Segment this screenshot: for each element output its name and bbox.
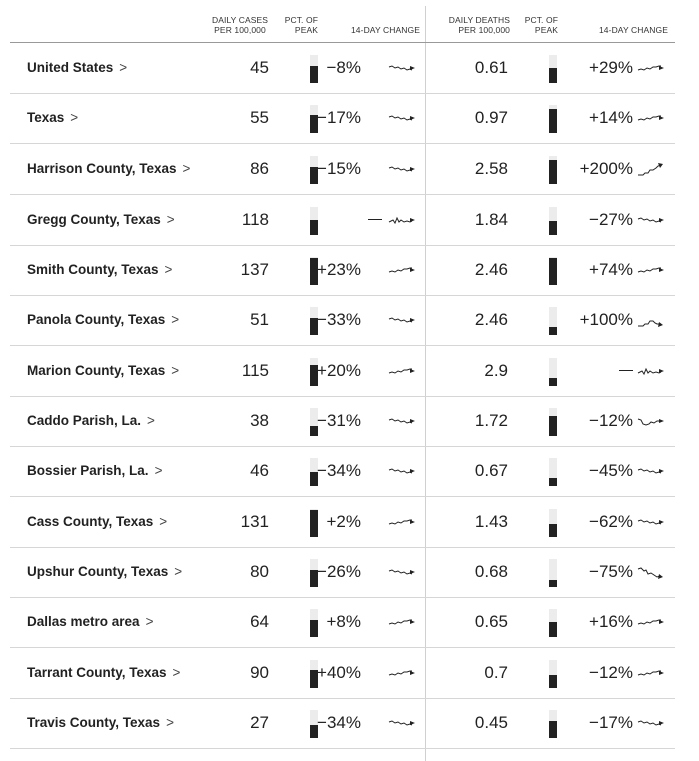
deaths-change-value: −45%: [589, 461, 633, 480]
location-name: Dallas metro area: [27, 614, 140, 629]
cases-pct-peak-fill: [310, 220, 318, 235]
deaths-trend-sparkline: [637, 613, 665, 631]
table-row: [10, 497, 675, 548]
sparkline-path: [389, 469, 412, 473]
sparkline-path: [389, 167, 412, 171]
sparkline-path: [638, 268, 661, 272]
sparkline-arrowhead: [659, 116, 664, 120]
sparkline-path: [638, 116, 661, 120]
cases-trend-sparkline: [388, 462, 416, 480]
location-link[interactable]: [27, 547, 182, 597]
deaths-trend-sparkline: [637, 362, 665, 380]
sparkline-arrowhead: [410, 671, 415, 675]
header-daily-cases: [205, 15, 275, 35]
deaths-change-value: +29%: [589, 58, 633, 77]
cases-trend-sparkline: [388, 109, 416, 127]
location-name: Harrison County, Texas: [27, 161, 177, 176]
cases-change-value: +23%: [317, 260, 361, 279]
daily-cases-value: 46: [250, 461, 269, 480]
sparkline-arrowhead: [659, 66, 664, 70]
sparkline-path: [389, 520, 412, 524]
cases-trend-sparkline: [388, 664, 416, 682]
daily-cases-value: 131: [240, 512, 269, 531]
deaths-change-value: −12%: [589, 411, 633, 430]
chevron-right-icon: >: [119, 60, 128, 75]
sparkline-arrowhead: [410, 66, 415, 70]
location-link[interactable]: [27, 295, 179, 345]
header-pct-of-cases: PCT. OF: [284, 15, 318, 25]
location-name: Bossier Parish, La.: [27, 463, 149, 478]
sparkline-arrowhead: [659, 218, 664, 222]
daily-cases-value: 27: [250, 713, 269, 732]
sparkline-path: [389, 318, 412, 322]
chevron-right-icon: >: [147, 413, 155, 428]
cases-change-value: +2%: [326, 512, 361, 531]
daily-deaths-value: 1.84: [474, 210, 508, 229]
daily-cases-value: 80: [250, 562, 269, 581]
location-name: Smith County, Texas: [27, 262, 159, 277]
deaths-trend-sparkline: [637, 462, 665, 480]
sparkline-path: [638, 568, 660, 577]
table-row: [10, 597, 675, 648]
daily-cases-value: 64: [250, 612, 269, 631]
sparkline-arrowhead: [659, 671, 664, 675]
cases-trend-sparkline: [388, 311, 416, 329]
table-row: [10, 295, 675, 346]
location-link[interactable]: [27, 195, 175, 245]
chevron-right-icon: >: [166, 715, 174, 730]
sparkline-arrowhead: [410, 318, 415, 322]
sparkline-arrowhead: [659, 369, 664, 373]
sparkline-path: [638, 520, 661, 524]
cases-trend-sparkline: [388, 412, 416, 430]
sparkline-path: [389, 671, 412, 675]
deaths-trend-sparkline: [637, 513, 665, 531]
sparkline-path: [638, 369, 661, 374]
deaths-change-value: +100%: [579, 310, 633, 329]
deaths-pct-peak-fill: [549, 378, 557, 386]
daily-cases-value: 45: [250, 58, 269, 77]
sparkline-path: [638, 218, 661, 222]
sparkline-arrowhead: [658, 574, 663, 579]
location-link[interactable]: [27, 597, 153, 647]
deaths-trend-sparkline: [637, 211, 665, 229]
daily-deaths-value: 2.58: [474, 159, 508, 178]
sparkline-arrowhead: [410, 419, 415, 423]
table-row: [10, 648, 675, 699]
header-change-deaths: 14-DAY CHANGE: [598, 25, 668, 35]
location-name: Upshur County, Texas: [27, 564, 169, 579]
table-row: [10, 346, 675, 397]
table-row: [10, 446, 675, 497]
sparkline-arrowhead: [410, 369, 415, 373]
cases-change-value: −33%: [317, 310, 361, 329]
chevron-right-icon: >: [70, 110, 79, 125]
deaths-trend-sparkline: [637, 563, 665, 581]
daily-cases-value: 38: [250, 411, 269, 430]
table-row: [10, 195, 675, 246]
sparkline-path: [389, 721, 412, 725]
daily-cases-value: 86: [250, 159, 269, 178]
sparkline-arrowhead: [410, 620, 415, 624]
cases-trend-sparkline: [388, 362, 416, 380]
cases-change-value: −26%: [317, 562, 361, 581]
location-name: United States: [27, 60, 114, 75]
sparkline-path: [638, 165, 661, 175]
sparkline-path: [389, 66, 412, 70]
sparkline-arrowhead: [410, 218, 415, 222]
deaths-change-value: +16%: [589, 612, 633, 631]
location-name: Gregg County, Texas: [27, 212, 161, 227]
sparkline-path: [389, 570, 412, 574]
cases-trend-sparkline: [388, 59, 416, 77]
sparkline-path: [389, 268, 412, 272]
sparkline-arrowhead: [659, 520, 664, 524]
sparkline-path: [389, 620, 412, 624]
deaths-change-value: +14%: [589, 108, 633, 127]
daily-deaths-value: 0.45: [474, 713, 508, 732]
header-peak-deaths: PEAK: [534, 25, 558, 35]
sparkline-path: [638, 620, 661, 624]
chevron-right-icon: >: [172, 665, 181, 680]
location-name: Travis County, Texas: [27, 715, 161, 730]
header-per-100k-deaths: PER 100,000: [458, 25, 510, 35]
sparkline-path: [638, 66, 661, 70]
deaths-change-value: −27%: [589, 210, 633, 229]
sparkline-path: [389, 419, 412, 423]
location-link[interactable]: [27, 446, 162, 496]
location-link[interactable]: [27, 245, 172, 295]
deaths-trend-sparkline: [637, 59, 665, 77]
cases-change-value: −34%: [317, 461, 361, 480]
daily-cases-value: 115: [241, 361, 269, 380]
chevron-right-icon: >: [171, 312, 180, 327]
table-row: [10, 43, 675, 94]
header-daily-deaths-label: DAILY DEATHS: [448, 15, 510, 25]
deaths-trend-sparkline: [637, 261, 665, 279]
cases-trend-sparkline: [388, 513, 416, 531]
daily-deaths-value: 2.46: [474, 310, 508, 329]
sparkline-arrowhead: [659, 469, 664, 473]
table-row: [10, 245, 675, 296]
table-row: [10, 93, 675, 144]
daily-deaths-value: 0.68: [474, 562, 508, 581]
table-row: [10, 144, 675, 195]
daily-deaths-value: 0.67: [474, 461, 508, 480]
sparkline-arrowhead: [410, 116, 415, 120]
sparkline-arrowhead: [410, 570, 415, 574]
daily-deaths-value: 1.43: [474, 512, 508, 531]
deaths-trend-sparkline: [637, 160, 665, 178]
deaths-trend-sparkline: [637, 664, 665, 682]
deaths-trend-sparkline: [637, 714, 665, 732]
table-header: [0, 0, 699, 42]
chevron-right-icon: >: [171, 363, 180, 378]
cases-change-value: +20%: [317, 361, 361, 380]
sparkline-path: [389, 369, 412, 373]
sparkline-arrowhead: [659, 268, 664, 272]
cases-change-value: +40%: [317, 663, 361, 682]
cases-trend-sparkline: [388, 261, 416, 279]
sparkline-arrowhead: [410, 520, 415, 524]
cases-trend-sparkline: [388, 211, 416, 229]
cases-change-dash: [368, 219, 382, 220]
sparkline-path: [638, 721, 661, 725]
chevron-right-icon: >: [164, 262, 173, 277]
daily-cases-value: 55: [250, 108, 269, 127]
deaths-change-value: −12%: [589, 663, 633, 682]
sparkline-arrowhead: [410, 167, 415, 171]
location-link[interactable]: [27, 497, 167, 547]
header-peak-cases: PEAK: [294, 25, 318, 35]
cases-change-value: +8%: [326, 612, 361, 631]
deaths-trend-sparkline: [637, 109, 665, 127]
chevron-right-icon: >: [145, 614, 154, 629]
location-name: Tarrant County, Texas: [27, 665, 167, 680]
table-row: [10, 698, 675, 749]
header-per-100k-cases: PER 100,000: [214, 25, 266, 35]
location-name: Texas: [27, 110, 65, 125]
sparkline-arrowhead: [659, 721, 664, 725]
daily-deaths-value: 2.9: [484, 361, 508, 380]
sparkline-arrowhead: [410, 469, 415, 473]
deaths-change-dash: [619, 370, 633, 371]
sparkline-path: [638, 469, 661, 473]
chevron-right-icon: >: [159, 514, 168, 529]
daily-deaths-value: 0.97: [474, 108, 508, 127]
daily-deaths-value: 0.61: [474, 58, 508, 77]
deaths-change-value: −75%: [589, 562, 633, 581]
daily-cases-value: 51: [250, 310, 269, 329]
sparkline-path: [638, 671, 661, 675]
deaths-change-value: +200%: [579, 159, 633, 178]
chevron-right-icon: >: [174, 564, 183, 579]
chevron-right-icon: >: [182, 161, 191, 176]
sparkline-path: [638, 321, 660, 326]
header-pct-peak-deaths: [520, 15, 558, 35]
location-name: Marion County, Texas: [27, 363, 166, 378]
location-link[interactable]: [27, 648, 180, 698]
deaths-change-value: −17%: [589, 713, 633, 732]
cases-trend-sparkline: [388, 714, 416, 732]
cases-change-value: −8%: [326, 58, 361, 77]
table-row: [10, 547, 675, 598]
daily-deaths-value: 0.65: [474, 612, 508, 631]
cases-change-value: −17%: [317, 108, 361, 127]
sparkline-arrowhead: [410, 268, 415, 272]
location-name: Caddo Parish, La.: [27, 413, 142, 428]
cases-trend-sparkline: [388, 160, 416, 178]
cases-change-value: −15%: [317, 159, 361, 178]
chevron-right-icon: >: [166, 212, 175, 227]
deaths-trend-sparkline: [637, 311, 665, 329]
location-link[interactable]: [27, 93, 78, 143]
header-daily-deaths: [440, 15, 510, 35]
daily-deaths-value: 2.46: [474, 260, 508, 279]
sparkline-arrowhead: [659, 419, 664, 423]
location-name: Cass County, Texas: [27, 514, 154, 529]
deaths-change-value: −62%: [589, 512, 633, 531]
chevron-right-icon: >: [154, 463, 163, 478]
sparkline-arrowhead: [659, 620, 664, 624]
daily-cases-value: 118: [241, 210, 269, 229]
sparkline-arrowhead: [410, 721, 415, 725]
sparkline-path: [389, 218, 412, 223]
table-row: [10, 396, 675, 447]
deaths-pct-peak-bar: [549, 358, 557, 386]
sparkline-path: [389, 116, 412, 120]
cases-change-value: −34%: [317, 713, 361, 732]
location-link[interactable]: [27, 144, 190, 194]
location-link[interactable]: [27, 698, 174, 748]
deaths-trend-sparkline: [637, 412, 665, 430]
cases-trend-sparkline: [388, 613, 416, 631]
cases-trend-sparkline: [388, 563, 416, 581]
header-change-cases: 14-DAY CHANGE: [350, 25, 420, 35]
daily-deaths-value: 0.7: [484, 663, 508, 682]
deaths-change-value: +74%: [589, 260, 633, 279]
header-daily-cases-label: DAILY CASES: [211, 15, 269, 25]
header-pct-peak-cases: [280, 15, 318, 35]
cases-pct-peak-bar: [310, 207, 318, 235]
header-pct-of-deaths: PCT. OF: [524, 15, 558, 25]
location-link[interactable]: [27, 346, 179, 396]
location-link[interactable]: [27, 396, 155, 446]
location-name: Panola County, Texas: [27, 312, 166, 327]
daily-cases-value: 137: [240, 260, 269, 279]
sparkline-path: [638, 419, 660, 425]
cases-change-value: −31%: [317, 411, 361, 430]
daily-deaths-value: 1.72: [474, 411, 508, 430]
location-link[interactable]: [27, 43, 127, 93]
sparkline-arrowhead: [658, 322, 663, 327]
daily-cases-value: 90: [250, 663, 269, 682]
